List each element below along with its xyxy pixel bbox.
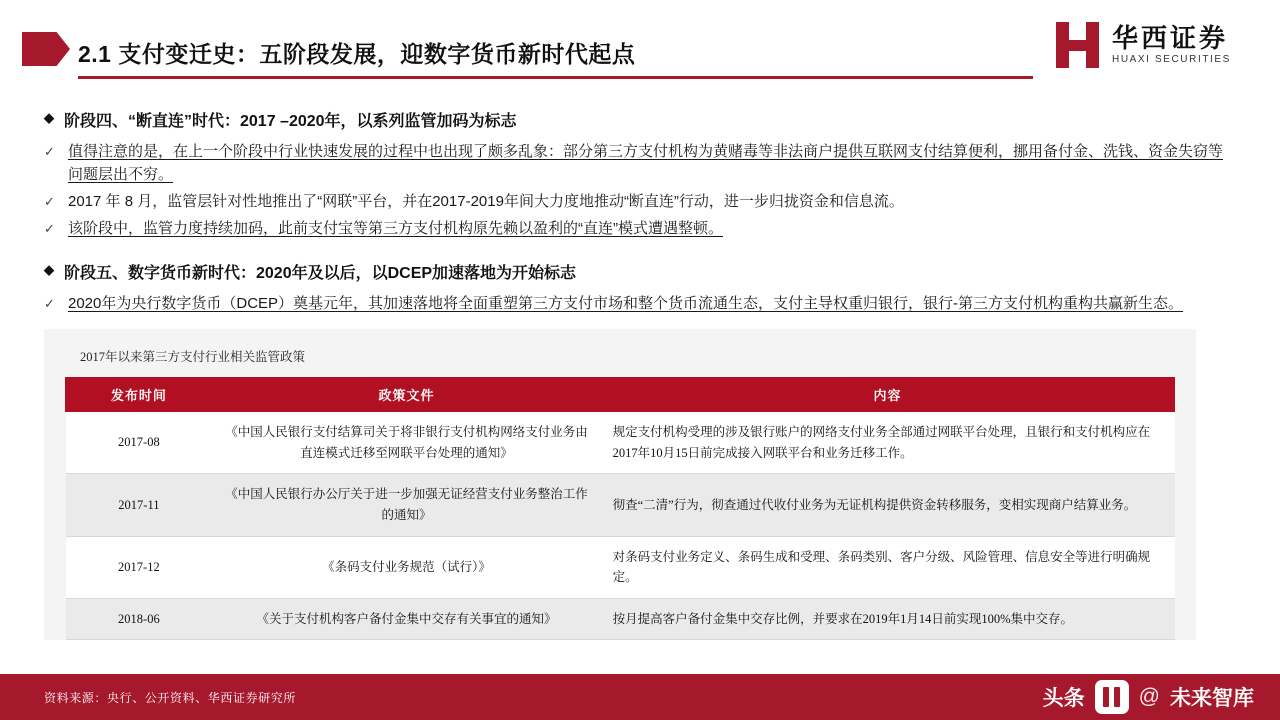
- check-icon: ✓: [44, 194, 55, 209]
- section-heading-text: 阶段四、“断直连”时代：2017 –2020年，以系列监管加码为标志: [64, 113, 517, 130]
- header-arrow-marker: [22, 32, 70, 66]
- section-phase-four: [44, 108, 1240, 240]
- toutiao-logo-icon: [1095, 680, 1129, 714]
- company-logo: [1052, 16, 1262, 74]
- cell-document: 《条码支付业务规范（试行）》: [212, 536, 600, 598]
- table-row: [66, 598, 1175, 640]
- list-item: [44, 190, 1240, 213]
- page-header: [0, 0, 1280, 92]
- list-item-text: 2020年为央行数字货币（DCEP）奠基元年，其加速落地将全面重塑第三方支付市场和整个货币流通生态，支付主导权重归银行，银行-第三方支付机构重构共赢新生态。: [68, 295, 1184, 312]
- cell-time: 2017-12: [66, 536, 213, 598]
- watermark-account: 未来智库: [1170, 687, 1254, 710]
- table-header-row: [66, 378, 1175, 412]
- table-row: [66, 474, 1175, 536]
- watermark-title: 头条: [1042, 687, 1085, 710]
- list-item-text: 该阶段中，监管力度持续加码，此前支付宝等第三方支付机构原先赖以盈利的“直连”模式遭遇整顿。: [68, 220, 723, 237]
- cell-time: 2018-06: [66, 598, 213, 640]
- watermark: [1043, 680, 1254, 714]
- table-caption: 2017年以来第三方支付行业相关监管政策: [80, 350, 306, 364]
- column-header-content: 内容: [601, 378, 1175, 412]
- table-row: [66, 536, 1175, 598]
- cell-time: 2017-11: [66, 474, 213, 536]
- cell-content: 彻查“二清”行为，彻查通过代收付业务为无证机构提供资金转移服务，变相实现商户结算业务。: [601, 474, 1175, 536]
- cell-document: 《关于支付机构客户备付金集中交存有关事宜的通知》: [212, 598, 600, 640]
- section-heading: [44, 260, 1240, 283]
- logo-name-en: HUAXI SECURITIES: [1112, 53, 1231, 65]
- list-item: [44, 292, 1240, 315]
- header-divider: [78, 76, 1033, 79]
- huaxi-logo-icon: [1052, 20, 1104, 70]
- cell-content: 按月提高客户备付金集中交存比例，并要求在2019年1月14日前实现100%集中交存。: [601, 598, 1175, 640]
- check-icon: ✓: [44, 296, 55, 311]
- list-item-text: 2017 年 8 月，监管层针对性地推出了“网联”平台，并在2017-2019年间大力度地推动“断直连”行动，进一步归拢资金和信息流。: [68, 193, 904, 210]
- cell-document: 《中国人民银行支付结算司关于将非银行支付机构网络支付业务由直连模式迁移至网联平台处理的通知》: [212, 412, 600, 474]
- cell-content: 对条码支付业务定义、条码生成和受理、条码类别、客户分级、风险管理、信息安全等进行明确规定。: [601, 536, 1175, 598]
- cell-content: 规定支付机构受理的涉及银行账户的网络支付业务全部通过网联平台处理，且银行和支付机构应在2017年10月15日前完成接入网联平台和业务迁移工作。: [601, 412, 1175, 474]
- policy-table: [65, 377, 1175, 640]
- policy-table-card: [44, 329, 1196, 640]
- page-title: 2.1 支付变迁史：五阶段发展，迎数字货币新时代起点: [78, 41, 636, 67]
- list-item: [44, 217, 1240, 240]
- column-header-document: 政策文件: [212, 378, 600, 412]
- source-note: 资料来源：央行、公开资料、华西证券研究所: [44, 691, 297, 705]
- list-item: [44, 140, 1240, 186]
- logo-name-cn: 华西证券: [1112, 22, 1229, 53]
- list-item-text: 值得注意的是，在上一个阶段中行业快速发展的过程中也出现了颇多乱象：部分第三方支付机构为黄赌毒等非法商户提供互联网支付结算便利，挪用备付金、洗钱、资金失窃等问题层出不穷。: [68, 143, 1224, 183]
- diamond-icon: ◆: [44, 110, 54, 125]
- section-heading-text: 阶段五、数字货币新时代：2020年及以后，以DCEP加速落地为开始标志: [64, 265, 577, 282]
- diamond-icon: ◆: [44, 262, 54, 277]
- column-header-time: 发布时间: [66, 378, 213, 412]
- watermark-at-symbol: @: [1138, 685, 1160, 708]
- cell-time: 2017-08: [66, 412, 213, 474]
- section-phase-five: [44, 260, 1240, 315]
- slide-content: [44, 108, 1240, 650]
- check-icon: ✓: [44, 221, 55, 236]
- table-row: [66, 412, 1175, 474]
- section-heading: [44, 108, 1240, 131]
- cell-document: 《中国人民银行办公厅关于进一步加强无证经营支付业务整治工作的通知》: [212, 474, 600, 536]
- check-icon: ✓: [44, 144, 55, 159]
